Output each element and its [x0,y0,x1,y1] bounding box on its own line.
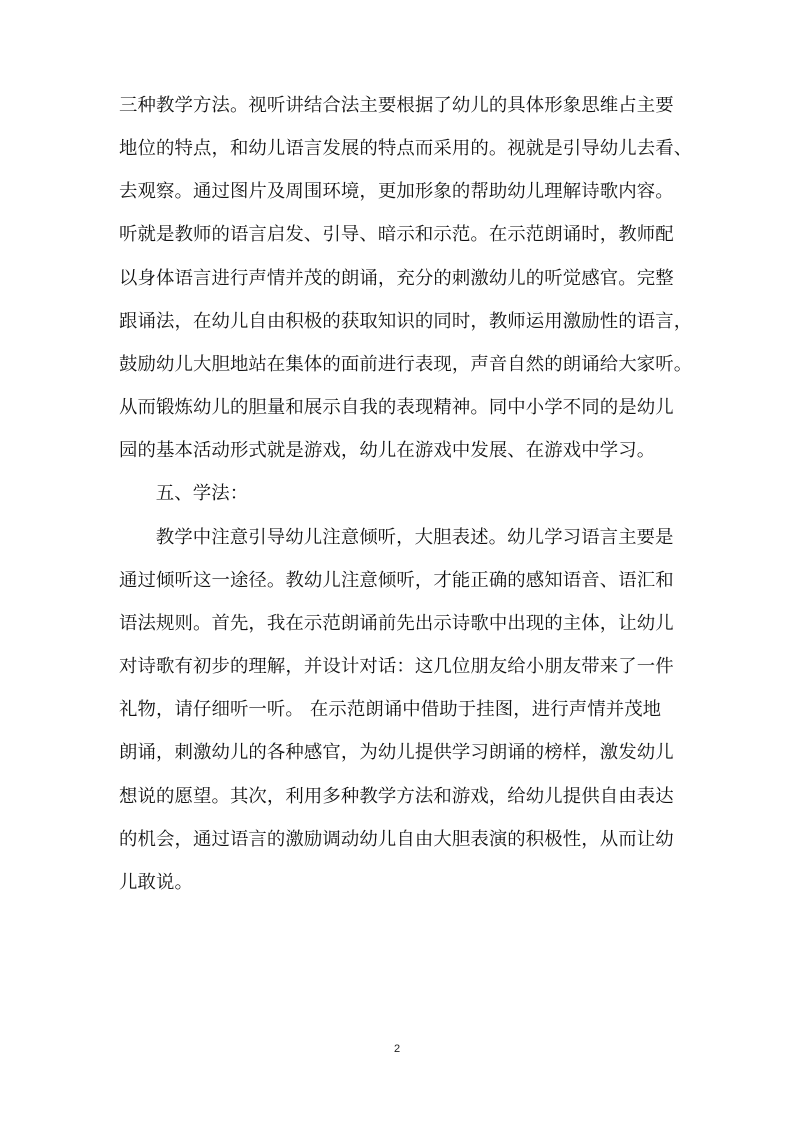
text-line: 语法规则。首先，我在示范朗诵前先出示诗歌中出现的主体，让幼儿 [119,612,674,634]
text-line: 儿敢说。 [119,871,193,893]
text-line: 听就是教师的语言启发、引导、暗示和示范。在示范朗诵时，教师配 [119,224,674,246]
text-line: 地位的特点，和幼儿语言发展的特点而采用的。视就是引导幼儿去看、 [119,138,693,160]
text-line: 去观察。通过图片及周围环境，更加形象的帮助幼儿理解诗歌内容。 [119,181,674,203]
page-number: 2 [393,1043,401,1055]
text-line: 以身体语言进行声情并茂的朗诵，充分的刺激幼儿的听觉感官。完整 [119,267,674,289]
text-line: 园的基本活动形式就是游戏，幼儿在游戏中发展、在游戏中学习。 [119,440,656,462]
text-line: 朗诵，刺激幼儿的各种感官，为幼儿提供学习朗诵的榜样，激发幼儿 [119,742,674,764]
text-line: 通过倾听这一途径。教幼儿注意倾听，才能正确的感知语音、语汇和 [119,569,674,591]
paragraph-learning-methods [119,516,684,904]
section-heading: 五、学法： [155,483,249,505]
text-line: 跟诵法，在幼儿自由积极的获取知识的同时，教师运用激励性的语言， [119,310,693,332]
text-line: 的机会，通过语言的激励调动幼儿自由大胆表演的积极性，从而让幼 [119,828,674,850]
document-body [119,84,693,904]
text-line: 对诗歌有初步的理解，并设计对话：这几位朋友给小朋友带来了一件 [119,656,674,678]
paragraph-teaching-methods [119,84,693,472]
text-line: 鼓励幼儿大胆地站在集体的面前进行表现，声音自然的朗诵给大家听。 [119,353,693,375]
text-line: 想说的愿望。其次，利用多种教学方法和游戏，给幼儿提供自由表达 [119,785,674,807]
text-line: 三种教学方法。视听讲结合法主要根据了幼儿的具体形象思维占主要 [119,95,674,116]
text-line: 礼物，请仔细听一听。 在示范朗诵中借助于挂图，进行声情并茂地 [119,699,662,721]
text-line: 教学中注意引导幼儿注意倾听，大胆表述。幼儿学习语言主要是 [155,526,674,548]
text-line: 从而锻炼幼儿的胆量和展示自我的表现精神。同中小学不同的是幼儿 [119,397,674,419]
